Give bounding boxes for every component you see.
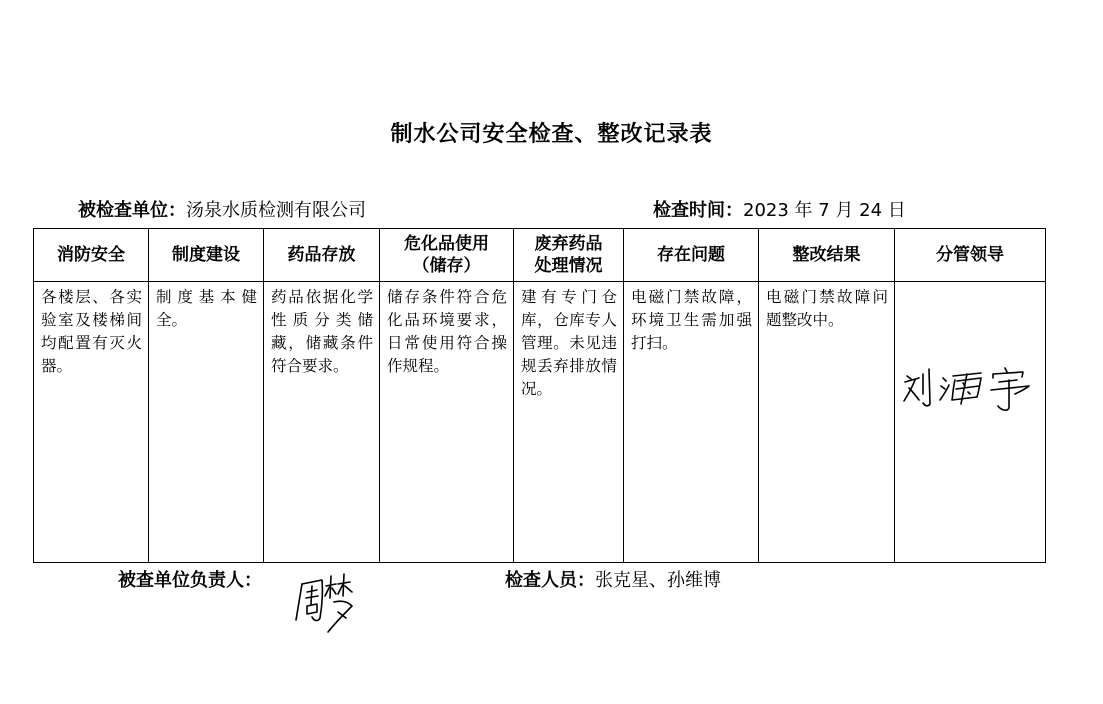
cell-issues: 电磁门禁故障，环境卫生需加强打扫。 — [624, 282, 759, 563]
header-waste-disposal: 废弃药品 处理情况 — [514, 229, 624, 282]
table-row — [34, 282, 1046, 563]
document-title: 制水公司安全检查、整改记录表 — [390, 122, 713, 147]
inspection-time — [653, 196, 906, 222]
inspection-time-value: 2023 年 7 月 24 日 — [743, 200, 906, 221]
inspected-unit — [78, 196, 366, 222]
inspection-record-table — [33, 228, 1046, 563]
responsible-person — [118, 566, 262, 592]
inspectors — [505, 566, 721, 592]
cell-fire-safety: 各楼层、各实验室及楼梯间均配置有灭火器。 — [34, 282, 149, 563]
inspectors-value: 张克星、孙维博 — [595, 570, 721, 591]
cell-system-building: 制度基本健全。 — [149, 282, 264, 563]
inspected-unit-label: 被检查单位： — [78, 200, 186, 221]
inspectors-label: 检查人员： — [505, 570, 595, 591]
inspected-unit-value: 汤泉水质检测有限公司 — [186, 200, 366, 221]
responsible-handwritten-signature — [292, 572, 362, 638]
header-fire-safety: 消防安全 — [34, 229, 149, 282]
header-drug-storage: 药品存放 — [264, 229, 380, 282]
inspection-time-label: 检查时间： — [653, 200, 743, 221]
cell-drug-storage: 药品依据化学性质分类储藏，储藏条件符合要求。 — [264, 282, 380, 563]
cell-waste-disposal: 建有专门仓库，仓库专人管理。未见违规丢弃排放情况。 — [514, 282, 624, 563]
header-leader: 分管领导 — [895, 229, 1046, 282]
leader-handwritten-signature — [901, 364, 1041, 414]
header-issues: 存在问题 — [624, 229, 759, 282]
cell-leader — [895, 282, 1046, 563]
header-rectification: 整改结果 — [759, 229, 895, 282]
responsible-label: 被查单位负责人： — [118, 570, 262, 591]
cell-rectification: 电磁门禁故障问题整改中。 — [759, 282, 895, 563]
header-hazardous-chemicals: 危化品使用 （储存） — [380, 229, 514, 282]
table-header-row — [34, 229, 1046, 282]
cell-hazardous-chemicals: 储存条件符合危化品环境要求，日常使用符合操作规程。 — [380, 282, 514, 563]
header-system-building: 制度建设 — [149, 229, 264, 282]
